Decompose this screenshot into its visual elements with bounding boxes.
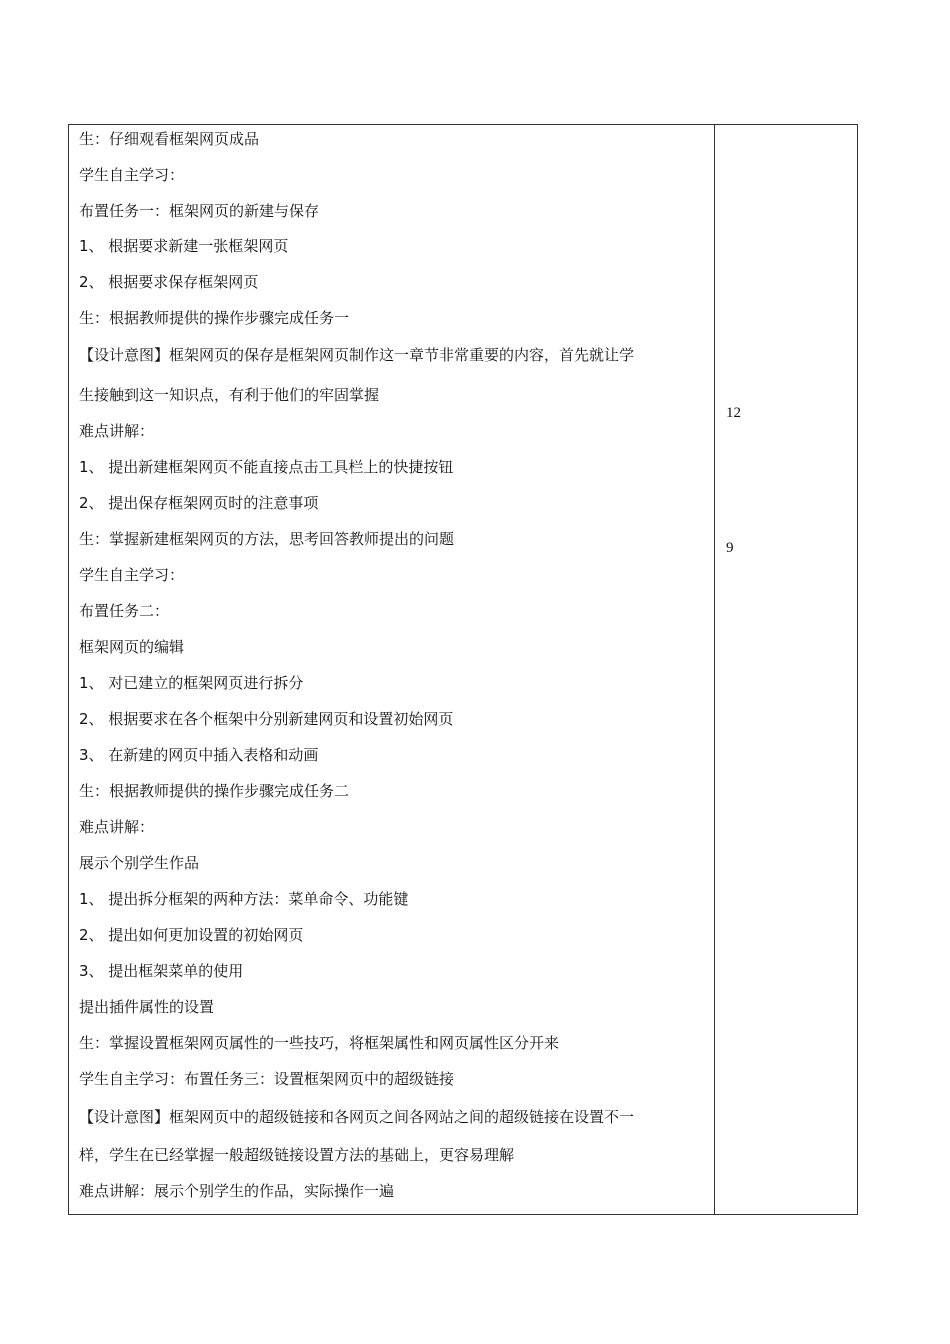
text-line: 3、 在新建的网页中插入表格和动画 <box>79 746 319 764</box>
text-line: 学生自主学习：布置任务三：设置框架网页中的超级链接 <box>79 1070 455 1088</box>
text-line: 2、 根据要求在各个框架中分别新建网页和设置初始网页 <box>79 710 454 728</box>
text-line: 难点讲解： <box>79 422 155 440</box>
text-line: 生接触到这一知识点，有利于他们的牢固掌握 <box>79 386 380 404</box>
lesson-table <box>68 124 858 1215</box>
time-cell <box>715 125 857 1214</box>
time-value: 12 <box>726 405 741 421</box>
text-line: 1、 提出拆分框架的两种方法：菜单命令、功能键 <box>79 890 409 908</box>
text-line: 展示个别学生作品 <box>79 854 200 872</box>
text-line: 生：掌握设置框架网页属性的一些技巧，将框架属性和网页属性区分开来 <box>79 1034 560 1052</box>
text-line: 学生自主学习： <box>79 166 185 184</box>
text-line: 难点讲解： <box>79 818 155 836</box>
time-value: 9 <box>726 540 734 556</box>
text-line: 2、 提出如何更加设置的初始网页 <box>79 926 304 944</box>
text-line: 生：根据教师提供的操作步骤完成任务一 <box>79 309 350 327</box>
text-line: 2、 根据要求保存框架网页 <box>79 273 259 291</box>
text-line: 生：掌握新建框架网页的方法，思考回答教师提出的问题 <box>79 530 455 548</box>
text-line: 提出插件属性的设置 <box>79 998 215 1016</box>
text-line: 1、 提出新建框架网页不能直接点击工具栏上的快捷按钮 <box>79 458 454 476</box>
text-line: 3、 提出框架菜单的使用 <box>79 962 244 980</box>
text-line: 框架网页的编辑 <box>79 638 185 656</box>
text-line: 2、 提出保存框架网页时的注意事项 <box>79 494 319 512</box>
text-line: 学生自主学习： <box>79 566 185 584</box>
text-line: 样，学生在已经掌握一般超级链接设置方法的基础上，更容易理解 <box>79 1146 515 1164</box>
text-line: 难点讲解：展示个别学生的作品，实际操作一遍 <box>79 1182 395 1200</box>
text-line: 1、 根据要求新建一张框架网页 <box>79 237 289 255</box>
text-line: 布置任务一：框架网页的新建与保存 <box>79 202 320 220</box>
text-line: 1、 对已建立的框架网页进行拆分 <box>79 674 304 692</box>
text-line: 生：根据教师提供的操作步骤完成任务二 <box>79 782 350 800</box>
text-line: 布置任务二： <box>79 602 170 620</box>
text-line: 【设计意图】框架网页中的超级链接和各网页之间各网站之间的超级链接在设置不一 <box>79 1108 635 1126</box>
content-cell <box>69 125 714 1214</box>
text-line: 生：仔细观看框架网页成品 <box>79 130 260 148</box>
text-line: 【设计意图】框架网页的保存是框架网页制作这一章节非常重要的内容，首先就让学 <box>79 346 635 364</box>
